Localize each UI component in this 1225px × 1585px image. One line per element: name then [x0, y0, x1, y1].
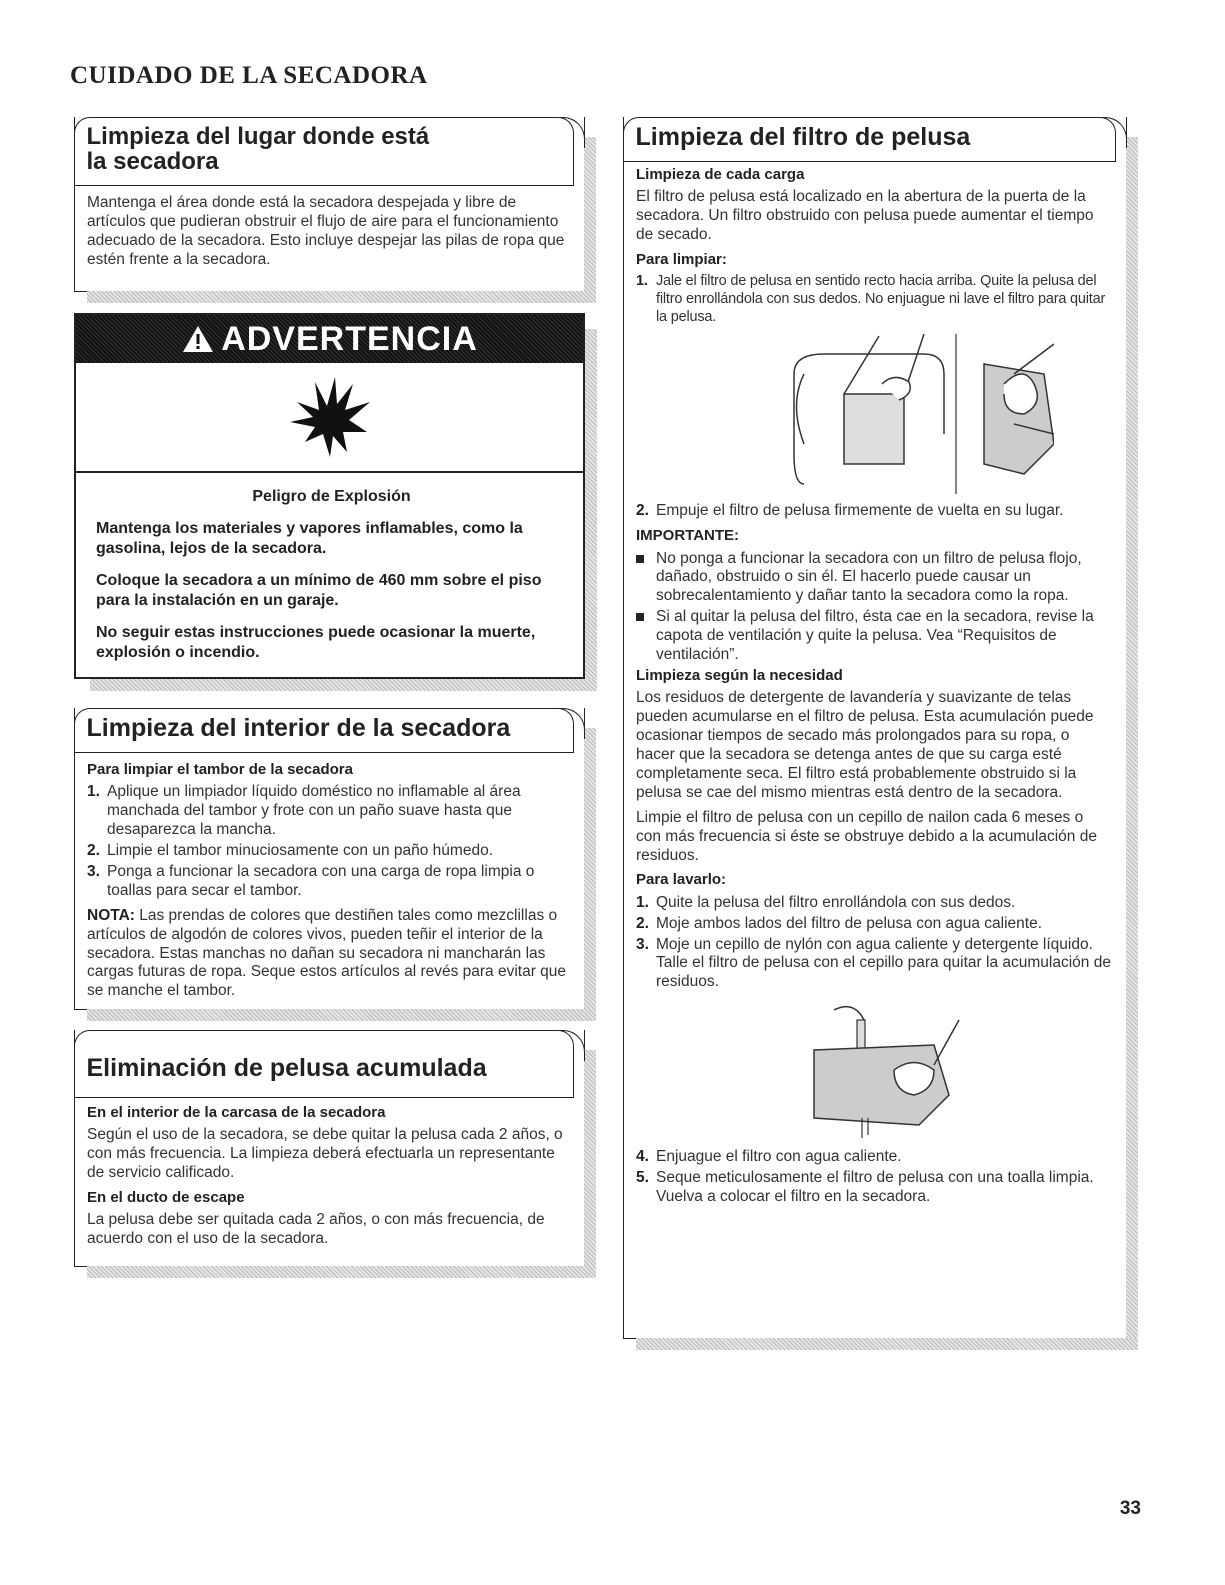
- box-shadow: [87, 291, 596, 303]
- note: [87, 907, 570, 1002]
- box-shadow: [1126, 137, 1138, 1350]
- step-text: Jale el filtro de pelusa en sentido recto hacia arriba. Quite la pelusa del filtro enrollándola con sus dedos. No enjuague ni lave el filtro para quitar la pelusa.: [656, 273, 1106, 325]
- title-line: Limpieza del lugar donde está: [86, 123, 430, 150]
- step-text: Seque meticulosamente el filtro de pelusa con una toalla limpia. Vuelva a colocar el filtro en la secadora.: [656, 1169, 1094, 1206]
- step-text: Moje ambos lados del filtro de pelusa con agua caliente.: [656, 914, 1043, 932]
- box-shadow: [584, 1050, 596, 1278]
- list-item: 2. Limpie el tambor minuciosamente con un paño húmedo.: [87, 842, 494, 860]
- step-text: Aplique un limpiador líquido doméstico no inflamable al área manchada del tambor y frote con un paño suave hasta que desaparezca la mancha.: [107, 783, 521, 839]
- section-title: Eliminación de pelusa acumulada: [86, 1054, 487, 1082]
- subheading: Para lavarlo:: [636, 871, 727, 889]
- subheading: En el ducto de escape: [87, 1189, 245, 1207]
- list-item: 3. Ponga a funcionar la secadora con una carga de ropa limpia o toallas para secar el tambor.: [87, 863, 570, 901]
- list-item: 3. Moje un cepillo de nylón con agua caliente y detergente líquido. Talle el filtro de pelusa con el cepillo para quitar la acumulación de residuos.: [636, 935, 1111, 991]
- lint-filter-removal-illustration: [694, 334, 1054, 494]
- step-text: Empuje el filtro de pelusa firmemente de vuelta en su lugar.: [656, 502, 1064, 520]
- list-item: [636, 550, 1112, 607]
- section-header: [74, 117, 575, 186]
- section-header: [74, 708, 575, 753]
- subheading: Para limpiar:: [636, 251, 727, 269]
- list-item: 1. Aplique un limpiador líquido doméstico no inflamable al área manchada del tambor y frote con un paño suave hasta que desaparezca la mancha.: [87, 783, 570, 840]
- section-title: Limpieza del interior de la secadora: [86, 714, 511, 742]
- warning-box: [74, 313, 585, 679]
- list-item: 2. Moje ambos lados del filtro de pelusa con agua caliente.: [636, 914, 1043, 932]
- step-text: Enjuague el filtro con agua caliente.: [656, 1148, 902, 1166]
- warning-paragraph: Coloque la secadora a un mínimo de 460 mm sobre el piso para la instalación en un garaje.: [96, 572, 542, 609]
- step-text: Moje un cepillo de nylón con agua caliente y detergente líquido. Talle el filtro de pelusa con el cepillo para quitar la acumulación de residuos.: [656, 935, 1111, 991]
- box-shadow: [87, 1266, 596, 1278]
- warning-triangle-icon: [181, 324, 215, 354]
- section-interior: [74, 708, 585, 1010]
- section-pelusa-acumulada: [74, 1030, 585, 1267]
- section-body: [87, 1102, 570, 1255]
- step-text: Limpie el tambor minuciosamente con un paño húmedo.: [107, 842, 494, 860]
- bullet-list: [636, 550, 1112, 665]
- paragraph: El filtro de pelusa está localizado en la abertura de la puerta de la secadora. Un filtro obstruido con pelusa puede aumentar el tiempo de secado.: [636, 188, 1094, 244]
- page-title: CUIDADO DE LA SECADORA: [70, 62, 428, 89]
- section-body: [636, 164, 1112, 1213]
- warning-text: [76, 473, 583, 663]
- steps-list: [636, 894, 1112, 993]
- section-filtro: [623, 117, 1127, 1339]
- section-title: [87, 124, 562, 174]
- subheading: Limpieza de cada carga: [636, 166, 805, 183]
- note-label: NOTA:: [87, 906, 135, 924]
- title-line: la secadora: [86, 148, 219, 176]
- list-item: 2. Empuje el filtro de pelusa firmemente de vuelta en su lugar.: [636, 502, 1064, 520]
- box-shadow: [585, 329, 597, 691]
- steps-list: [87, 783, 570, 900]
- subheading: Para limpiar el tambor de la secadora: [87, 761, 353, 778]
- steps-list: [636, 273, 1112, 326]
- box-shadow: [584, 728, 596, 1021]
- paragraph: Los residuos de detergente de lavandería y suavizante de telas pueden acumularse en el filtro de pelusa. Esta acumulación puede ocasionar tiempos de secado más prolongados para su ropa, o hacer que la secadora se detenga antes de que su carga esté completamente seca. El filtro está probablemente obstruido si la pelusa se cae del mismo mientras está dentro de la secadora.: [636, 689, 1094, 801]
- filter-washing-illustration: [784, 1000, 964, 1140]
- list-item: [636, 608, 1112, 665]
- warning-paragraph: Mantenga los materiales y vapores inflamables, como la gasolina, lejos de la secadora.: [96, 520, 523, 557]
- section-header: [74, 1030, 575, 1098]
- subheading: IMPORTANTE:: [636, 527, 740, 545]
- lint-filter-removal-illustration: [636, 334, 1112, 494]
- warning-label: ADVERTENCIA: [221, 319, 478, 358]
- step-text: Ponga a funcionar la secadora con una carga de ropa limpia o toallas para secar el tambor.: [107, 862, 535, 899]
- box-shadow: [87, 1009, 596, 1021]
- paragraph: Limpie el filtro de pelusa con un cepillo de nailon cada 6 meses o con más frecuencia si éste se obstruye debido a la acumulación de residuos.: [636, 808, 1097, 864]
- bullet-text: Si al quitar la pelusa del filtro, ésta cae en la secadora, revise la capota de ventilación y quite la pelusa. Vea “Requisitos de ventilación”.: [656, 608, 1094, 664]
- section-header: [623, 117, 1117, 162]
- list-item: 5. Seque meticulosamente el filtro de pelusa con una toalla limpia. Vuelva a colocar el filtro en la secadora.: [636, 1169, 1112, 1207]
- note-text: Las prendas de colores que destiñen tales como mezclillas o artículos de algodón de colores vivos, pueden teñir el interior de la secadora. Estas manchas no dañan su secadora ni mancharán las cargas futuras de ropa. Seque estos artículos al revés para evitar que se manche el tambor.: [87, 906, 567, 1000]
- step-text: Quite la pelusa del filtro enrollándola con sus dedos.: [656, 893, 1016, 911]
- explosion-area: [76, 363, 583, 473]
- section-lugar: [74, 117, 585, 292]
- list-item: 4. Enjuague el filtro con agua caliente.: [636, 1148, 902, 1166]
- section-body: [87, 759, 570, 1007]
- section-title: Limpieza del filtro de pelusa: [635, 123, 971, 151]
- bullet-text: No ponga a funcionar la secadora con un filtro de pelusa flojo, dañado, obstruido o sin él. El hacerlo puede causar un sobrecalentamiento y dañar tanto la secadora como la ropa.: [656, 549, 1082, 605]
- list-item: 1. Quite la pelusa del filtro enrollándola con sus dedos.: [636, 893, 1016, 911]
- box-shadow: [636, 1338, 1138, 1350]
- page-number: 33: [1119, 1498, 1141, 1519]
- list-item: 1. Jale el filtro de pelusa en sentido recto hacia arriba. Quite la pelusa del filtro enrollándola con sus dedos. No enjuague ni lave el filtro para quitar la pelusa.: [636, 273, 1112, 326]
- steps-list: [636, 502, 1112, 521]
- hazard-title: Peligro de Explosión: [252, 488, 411, 505]
- paragraph: Según el uso de la secadora, se debe quitar la pelusa cada 2 años, o con más frecuencia. La limpieza deberá efectuarla un representante de servicio calificado.: [87, 1126, 563, 1182]
- paragraph: La pelusa debe ser quitada cada 2 años, o con más frecuencia, de acuerdo con el uso de la secadora.: [87, 1211, 545, 1248]
- section-body: [87, 194, 570, 276]
- filter-washing-illustration: [636, 1000, 1112, 1140]
- box-shadow: [584, 137, 596, 303]
- paragraph: Mantenga el área donde está la secadora despejada y libre de artículos que pudieran obstruir el flujo de aire para el funcionamiento adecuado de la secadora. Esto incluye despejar las pilas de ropa que estén frente a la secadora.: [87, 194, 565, 268]
- explosion-icon: [285, 372, 375, 462]
- warning-header: [76, 315, 583, 363]
- steps-list: [636, 1148, 1112, 1207]
- subheading: En el interior de la carcasa de la secadora: [87, 1104, 386, 1121]
- box-shadow: [90, 679, 597, 691]
- warning-paragraph: No seguir estas instrucciones puede ocasionar la muerte, explosión o incendio.: [96, 624, 536, 661]
- subheading: Limpieza según la necesidad: [636, 667, 843, 685]
